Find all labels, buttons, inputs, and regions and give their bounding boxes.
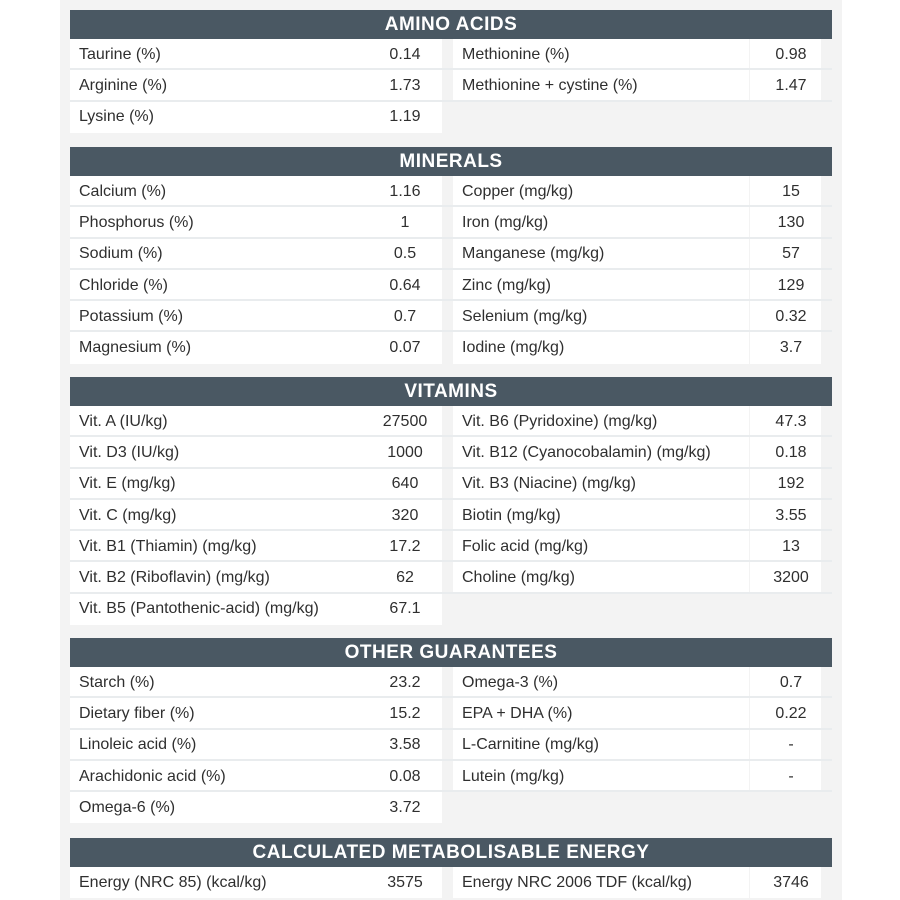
nutrient-label: Folic acid (mg/kg) (453, 531, 749, 562)
nutrient-value: 0.07 (368, 332, 442, 363)
nutrient-label: Vit. C (mg/kg) (70, 500, 368, 531)
column-gap (821, 406, 832, 437)
nutrient-value: 0.08 (368, 761, 442, 792)
nutrient-value: 1 (368, 207, 442, 238)
column-gap (821, 39, 832, 70)
nutrient-value: 1.16 (368, 176, 442, 207)
column-gap (821, 761, 832, 792)
table-row (70, 207, 832, 238)
nutrient-value: 320 (368, 500, 442, 531)
table-row (70, 500, 832, 531)
column-gap (821, 531, 832, 562)
column-gap (821, 102, 832, 133)
nutrient-label: Zinc (mg/kg) (453, 270, 749, 301)
nutrient-label (453, 594, 749, 625)
table-row (70, 698, 832, 729)
nutrient-value: - (750, 730, 832, 761)
nutrient-label: Manganese (mg/kg) (453, 239, 749, 270)
section-header: OTHER GUARANTEES (70, 638, 832, 667)
column-gap (821, 867, 832, 898)
column-gap (821, 792, 832, 823)
nutrient-value: 3575 (368, 867, 442, 898)
column-gap (442, 761, 453, 792)
nutrient-value: 0.22 (750, 698, 832, 729)
nutrient-label: Energy (NRC 85) (kcal/kg) (70, 867, 368, 898)
nutrient-value: 3.58 (368, 730, 442, 761)
column-gap (442, 594, 453, 625)
amino-acids-section (70, 10, 832, 133)
column-gap (821, 437, 832, 468)
column-gap (442, 562, 453, 593)
table-row (70, 301, 832, 332)
table-row (70, 39, 832, 70)
column-gap (821, 270, 832, 301)
column-gap (442, 667, 453, 698)
nutrient-value: 3.7 (750, 332, 832, 363)
nutrient-value: 17.2 (368, 531, 442, 562)
column-gap (821, 500, 832, 531)
nutrient-label: Potassium (%) (70, 301, 368, 332)
nutrient-label: Linoleic acid (%) (70, 730, 368, 761)
column-gap (442, 437, 453, 468)
nutrient-label: Lutein (mg/kg) (453, 761, 749, 792)
nutrient-label: Omega-3 (%) (453, 667, 749, 698)
table-row (70, 102, 832, 133)
nutrient-label: Lysine (%) (70, 102, 368, 133)
column-gap (442, 406, 453, 437)
nutrient-label: Magnesium (%) (70, 332, 368, 363)
metabolisable-energy-section (70, 838, 832, 898)
nutrient-label: Dietary fiber (%) (70, 698, 368, 729)
nutrient-label (453, 102, 749, 133)
nutrient-label: Selenium (mg/kg) (453, 301, 749, 332)
section-header: AMINO ACIDS (70, 10, 832, 39)
nutrient-value: - (750, 761, 832, 792)
nutrient-value: 0.7 (368, 301, 442, 332)
table-row (70, 176, 832, 207)
nutrient-value: 0.14 (368, 39, 442, 70)
nutrient-value: 15.2 (368, 698, 442, 729)
nutrient-value: 47.3 (750, 406, 832, 437)
column-gap (821, 70, 832, 101)
table-row (70, 332, 832, 363)
column-gap (821, 730, 832, 761)
nutrient-label: Vit. B5 (Pantothenic-acid) (mg/kg) (70, 594, 368, 625)
table-row (70, 239, 832, 270)
column-gap (442, 102, 453, 133)
nutrient-label: EPA + DHA (%) (453, 698, 749, 729)
column-gap (442, 207, 453, 238)
table-row (70, 270, 832, 301)
nutrient-label: Starch (%) (70, 667, 368, 698)
nutrient-label: Energy NRC 2006 TDF (kcal/kg) (453, 867, 749, 898)
nutrient-label: Methionine (%) (453, 39, 749, 70)
table-row (70, 406, 832, 437)
column-gap (442, 176, 453, 207)
nutrient-label: Choline (mg/kg) (453, 562, 749, 593)
table-row (70, 594, 832, 625)
nutrient-value: 23.2 (368, 667, 442, 698)
table-row (70, 867, 832, 898)
nutrient-label: Vit. B6 (Pyridoxine) (mg/kg) (453, 406, 749, 437)
column-gap (442, 301, 453, 332)
column-gap (442, 270, 453, 301)
table-row (70, 469, 832, 500)
nutrient-value: 57 (750, 239, 832, 270)
nutrient-label: Vit. B12 (Cyanocobalamin) (mg/kg) (453, 437, 749, 468)
nutrient-label: Vit. E (mg/kg) (70, 469, 368, 500)
nutrient-value: 1.73 (368, 70, 442, 101)
column-gap (821, 207, 832, 238)
column-gap (442, 239, 453, 270)
nutrient-value: 67.1 (368, 594, 442, 625)
nutrient-value (750, 594, 832, 625)
nutrient-label: Vit. B2 (Riboflavin) (mg/kg) (70, 562, 368, 593)
nutrient-value: 640 (368, 469, 442, 500)
column-gap (442, 730, 453, 761)
table-row (70, 437, 832, 468)
nutrient-value: 129 (750, 270, 832, 301)
nutrient-label: Calcium (%) (70, 176, 368, 207)
column-gap (442, 531, 453, 562)
column-gap (821, 562, 832, 593)
column-gap (821, 332, 832, 363)
column-gap (821, 667, 832, 698)
table-row (70, 562, 832, 593)
nutrient-value: 1.19 (368, 102, 442, 133)
nutrient-label: Phosphorus (%) (70, 207, 368, 238)
nutrient-value: 130 (750, 207, 832, 238)
nutrient-value: 27500 (368, 406, 442, 437)
nutrient-value: 192 (750, 469, 832, 500)
nutrient-label: Taurine (%) (70, 39, 368, 70)
nutrient-value: 3.55 (750, 500, 832, 531)
nutrient-label: Sodium (%) (70, 239, 368, 270)
nutrient-value: 13 (750, 531, 832, 562)
nutrient-label (453, 792, 749, 823)
column-gap (821, 239, 832, 270)
nutrient-value (750, 792, 832, 823)
nutrient-label: Vit. D3 (IU/kg) (70, 437, 368, 468)
nutrient-value (750, 102, 832, 133)
nutrient-label: Iodine (mg/kg) (453, 332, 749, 363)
nutrient-label: Biotin (mg/kg) (453, 500, 749, 531)
column-gap (821, 469, 832, 500)
table-row (70, 531, 832, 562)
table-row (70, 761, 832, 792)
column-gap (821, 698, 832, 729)
nutrient-value: 15 (750, 176, 832, 207)
column-gap (442, 332, 453, 363)
column-gap (442, 792, 453, 823)
nutrient-value: 0.32 (750, 301, 832, 332)
column-gap (821, 594, 832, 625)
nutrient-label: L-Carnitine (mg/kg) (453, 730, 749, 761)
column-gap (442, 698, 453, 729)
column-gap (442, 70, 453, 101)
nutrient-value: 0.64 (368, 270, 442, 301)
table-row (70, 70, 832, 101)
nutrient-value: 1000 (368, 437, 442, 468)
nutrient-value: 0.7 (750, 667, 832, 698)
nutrient-value: 3.72 (368, 792, 442, 823)
other-guarantees-section (70, 638, 832, 823)
column-gap (442, 500, 453, 531)
nutrient-label: Arachidonic acid (%) (70, 761, 368, 792)
nutrient-value: 3746 (750, 867, 832, 898)
column-gap (821, 301, 832, 332)
nutrient-label: Vit. B3 (Niacine) (mg/kg) (453, 469, 749, 500)
table-row (70, 667, 832, 698)
table-row (70, 730, 832, 761)
column-gap (442, 39, 453, 70)
nutrient-label: Chloride (%) (70, 270, 368, 301)
column-gap (442, 469, 453, 500)
table-row (70, 792, 832, 823)
vitamins-section (70, 377, 832, 625)
nutrient-label: Vit. A (IU/kg) (70, 406, 368, 437)
nutrient-label: Omega-6 (%) (70, 792, 368, 823)
nutrient-value: 0.5 (368, 239, 442, 270)
nutrient-value: 3200 (750, 562, 832, 593)
nutrient-value: 0.98 (750, 39, 832, 70)
section-header: CALCULATED METABOLISABLE ENERGY (70, 838, 832, 867)
nutrient-label: Vit. B1 (Thiamin) (mg/kg) (70, 531, 368, 562)
column-gap (821, 176, 832, 207)
nutrient-label: Methionine + cystine (%) (453, 70, 749, 101)
nutrient-value: 1.47 (750, 70, 832, 101)
column-gap (442, 867, 453, 898)
nutrient-label: Copper (mg/kg) (453, 176, 749, 207)
section-header: MINERALS (70, 147, 832, 176)
nutrient-label: Iron (mg/kg) (453, 207, 749, 238)
minerals-section (70, 147, 832, 364)
nutrient-label: Arginine (%) (70, 70, 368, 101)
section-header: VITAMINS (70, 377, 832, 406)
nutrient-value: 62 (368, 562, 442, 593)
nutrient-value: 0.18 (750, 437, 832, 468)
